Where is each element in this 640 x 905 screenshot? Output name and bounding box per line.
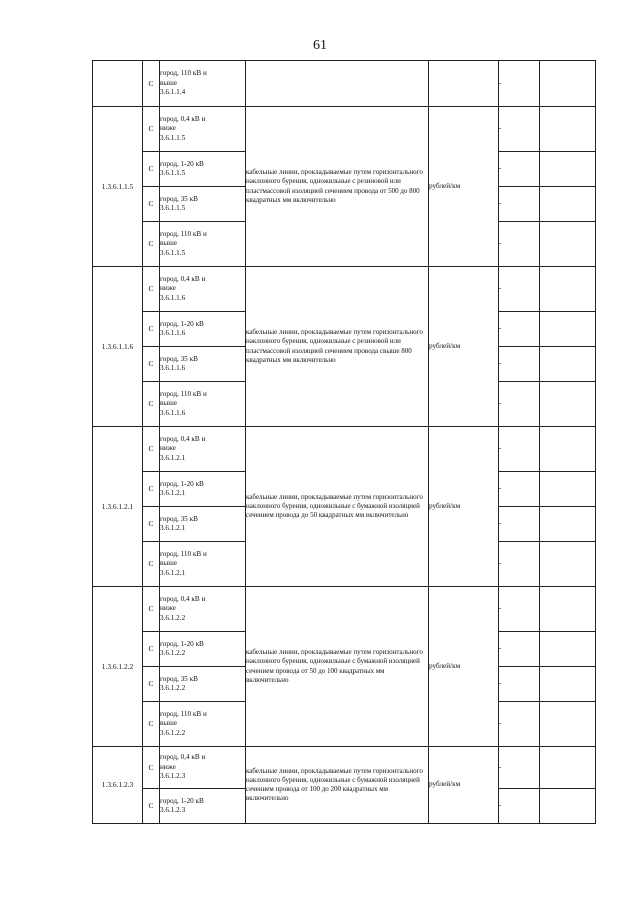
voltage-level-cell <box>160 152 246 187</box>
voltage-level-line: город, 0,4 кВ и <box>160 753 206 762</box>
voltage-level-cell <box>160 747 246 789</box>
voltage-level-line: 3.6.1.2.1 <box>160 568 186 577</box>
empty-cell <box>540 667 596 702</box>
value-cell: - <box>499 789 540 824</box>
voltage-level-line: город, 1-20 кВ <box>160 796 204 805</box>
category-cell: С <box>143 472 160 507</box>
code-cell <box>93 61 143 107</box>
voltage-level-line: 3.6.1.2.2 <box>160 649 186 657</box>
voltage-level-line: 3.6.1.2.2 <box>160 684 186 692</box>
value-cell: - <box>499 107 540 152</box>
category-cell: С <box>143 747 160 789</box>
unit-cell: рублей/км <box>429 747 499 824</box>
table-row <box>93 107 596 152</box>
voltage-level-line: 3.6.1.1.6 <box>160 293 186 302</box>
description-cell: кабельные линии, прокладываемые путем горизонтального наклонного бурения, одножильные с бумажной изоляцией сечением провода от 50 до 100 квадратных мм включительно <box>246 587 429 747</box>
voltage-level-line: 3.6.1.2.3 <box>160 772 186 781</box>
empty-cell <box>540 222 596 267</box>
empty-cell <box>540 542 596 587</box>
value-cell: - <box>499 632 540 667</box>
voltage-level-line: город, 0,4 кВ и <box>160 594 206 603</box>
category-cell: С <box>143 587 160 632</box>
description-cell: кабельные линии, прокладываемые путем горизонтального наклонного бурения, одножильные с резиновой или пластмассовой изоляцией сечением провода свыше 800 квадратных мм включительно <box>246 267 429 427</box>
voltage-level-line: город, 1-20 кВ <box>160 319 204 328</box>
voltage-level-line: город, 1-20 кВ <box>160 479 204 488</box>
voltage-level-line: ниже <box>160 762 176 771</box>
voltage-level-cell <box>160 472 246 507</box>
unit-cell: рублей/км <box>429 267 499 427</box>
category-cell: С <box>143 427 160 472</box>
voltage-level-line: выше <box>160 78 177 87</box>
value-cell: - <box>499 312 540 347</box>
value-cell: - <box>499 347 540 382</box>
voltage-level-line: ниже <box>160 604 176 613</box>
empty-cell <box>540 702 596 747</box>
empty-cell <box>540 747 596 789</box>
voltage-level-line: 3.6.1.1.6 <box>160 408 186 417</box>
value-cell: - <box>499 542 540 587</box>
table-row <box>93 267 596 312</box>
category-cell: С <box>143 152 160 187</box>
table-row <box>93 587 596 632</box>
page-number: 61 <box>313 38 327 53</box>
category-cell: С <box>143 267 160 312</box>
voltage-level-cell <box>160 789 246 824</box>
description-cell: кабельные линии, прокладываемые путем горизонтального наклонного бурения, одножильные с резиновой или пластмассовой изоляцией сечением провода от 500 до 800 квадратных мм включительно <box>246 107 429 267</box>
voltage-level-cell <box>160 382 246 427</box>
voltage-level-cell <box>160 107 246 152</box>
voltage-level-line: 3.6.1.2.1 <box>160 489 186 497</box>
table-row <box>93 61 596 107</box>
description-cell: кабельные линии, прокладываемые путем горизонтального наклонного бурения, одножильные с бумажной изоляцией сечением провода до 50 квадратных мм включительно <box>246 427 429 587</box>
voltage-level-line: 3.6.1.2.2 <box>160 728 186 737</box>
voltage-level-cell <box>160 347 246 382</box>
voltage-level-line: ниже <box>160 124 176 133</box>
empty-cell <box>540 472 596 507</box>
value-cell: - <box>499 507 540 542</box>
empty-cell <box>540 347 596 382</box>
voltage-level-line: 3.6.1.2.3 <box>160 806 186 814</box>
category-cell: С <box>143 347 160 382</box>
value-cell: - <box>499 667 540 702</box>
voltage-level-line: ниже <box>160 444 176 453</box>
tariff-table-body <box>93 61 596 824</box>
category-cell: С <box>143 632 160 667</box>
voltage-level-line: 3.6.1.2.1 <box>160 453 186 462</box>
voltage-level-line: город, 1-20 кВ <box>160 639 204 648</box>
voltage-level-line: город, 0,4 кВ и <box>160 114 206 123</box>
category-cell: С <box>143 312 160 347</box>
code-cell: 1.3.6.1.1.6 <box>93 267 143 427</box>
voltage-level-cell <box>160 667 246 702</box>
empty-cell <box>540 632 596 667</box>
voltage-level-line: 3.6.1.1.5 <box>160 133 186 142</box>
category-cell: С <box>143 382 160 427</box>
voltage-level-cell <box>160 632 246 667</box>
voltage-level-line: город, 0,4 кВ и <box>160 434 206 443</box>
value-cell: - <box>499 587 540 632</box>
voltage-level-cell <box>160 507 246 542</box>
empty-cell <box>540 152 596 187</box>
voltage-level-line: выше <box>160 559 177 568</box>
voltage-level-line: 3.6.1.1.5 <box>160 248 186 257</box>
voltage-level-line: ниже <box>160 284 176 293</box>
empty-cell <box>540 427 596 472</box>
code-cell: 1.3.6.1.1.5 <box>93 107 143 267</box>
value-cell: - <box>499 427 540 472</box>
value-cell: - <box>499 267 540 312</box>
voltage-level-cell <box>160 702 246 747</box>
empty-cell <box>540 587 596 632</box>
category-cell: С <box>143 222 160 267</box>
voltage-level-line: город, 35 кВ <box>160 194 198 203</box>
voltage-level-line: 3.6.1.1.4 <box>160 88 186 97</box>
voltage-level-line: город, 110 кВ и <box>160 69 207 78</box>
code-cell: 1.3.6.1.2.2 <box>93 587 143 747</box>
voltage-level-cell <box>160 222 246 267</box>
voltage-level-line: город, 35 кВ <box>160 674 198 683</box>
voltage-level-line: 3.6.1.1.5 <box>160 204 186 212</box>
value-cell: - <box>499 222 540 267</box>
empty-cell <box>540 107 596 152</box>
description-cell <box>246 61 429 107</box>
voltage-level-line: город, 110 кВ и <box>160 549 207 558</box>
empty-cell <box>540 187 596 222</box>
voltage-level-cell <box>160 267 246 312</box>
category-cell: С <box>143 187 160 222</box>
voltage-level-cell <box>160 542 246 587</box>
voltage-level-line: город, 35 кВ <box>160 354 198 363</box>
unit-cell: рублей/км <box>429 427 499 587</box>
description-cell: кабельные линии, прокладываемые путем горизонтального наклонного бурения, одножильные с бумажной изоляцией сечением провода от 100 до 200 квадратных мм включительно <box>246 747 429 824</box>
category-cell: С <box>143 702 160 747</box>
value-cell: - <box>499 61 540 107</box>
voltage-level-line: 3.6.1.1.5 <box>160 169 186 177</box>
value-cell: - <box>499 187 540 222</box>
voltage-level-line: город, 35 кВ <box>160 514 198 523</box>
voltage-level-line: город, 1-20 кВ <box>160 159 204 168</box>
value-cell: - <box>499 152 540 187</box>
category-cell: С <box>143 789 160 824</box>
empty-cell <box>540 789 596 824</box>
empty-cell <box>540 61 596 107</box>
empty-cell <box>540 267 596 312</box>
voltage-level-line: выше <box>160 719 177 728</box>
table-row <box>93 427 596 472</box>
unit-cell: рублей/км <box>429 107 499 267</box>
voltage-level-cell <box>160 312 246 347</box>
value-cell: - <box>499 382 540 427</box>
voltage-level-cell <box>160 427 246 472</box>
category-cell: С <box>143 507 160 542</box>
voltage-level-line: город, 110 кВ и <box>160 709 207 718</box>
unit-cell: рублей/км <box>429 587 499 747</box>
unit-cell <box>429 61 499 107</box>
empty-cell <box>540 382 596 427</box>
voltage-level-line: выше <box>160 399 177 408</box>
category-cell: С <box>143 61 160 107</box>
voltage-level-line: город, 110 кВ и <box>160 389 207 398</box>
voltage-level-line: город, 0,4 кВ и <box>160 274 206 283</box>
value-cell: - <box>499 472 540 507</box>
category-cell: С <box>143 107 160 152</box>
value-cell: - <box>499 747 540 789</box>
voltage-level-line: 3.6.1.2.1 <box>160 524 186 532</box>
voltage-level-cell <box>160 61 246 107</box>
voltage-level-line: 3.6.1.1.6 <box>160 329 186 337</box>
empty-cell <box>540 312 596 347</box>
voltage-level-cell <box>160 187 246 222</box>
table-row <box>93 747 596 789</box>
code-cell: 1.3.6.1.2.3 <box>93 747 143 824</box>
category-cell: С <box>143 542 160 587</box>
value-cell: - <box>499 702 540 747</box>
voltage-level-line: 3.6.1.1.6 <box>160 364 186 372</box>
tariff-table <box>92 60 596 824</box>
voltage-level-line: город, 110 кВ и <box>160 229 207 238</box>
voltage-level-line: 3.6.1.2.2 <box>160 613 186 622</box>
empty-cell <box>540 507 596 542</box>
voltage-level-line: выше <box>160 239 177 248</box>
category-cell: С <box>143 667 160 702</box>
voltage-level-cell <box>160 587 246 632</box>
code-cell: 1.3.6.1.2.1 <box>93 427 143 587</box>
